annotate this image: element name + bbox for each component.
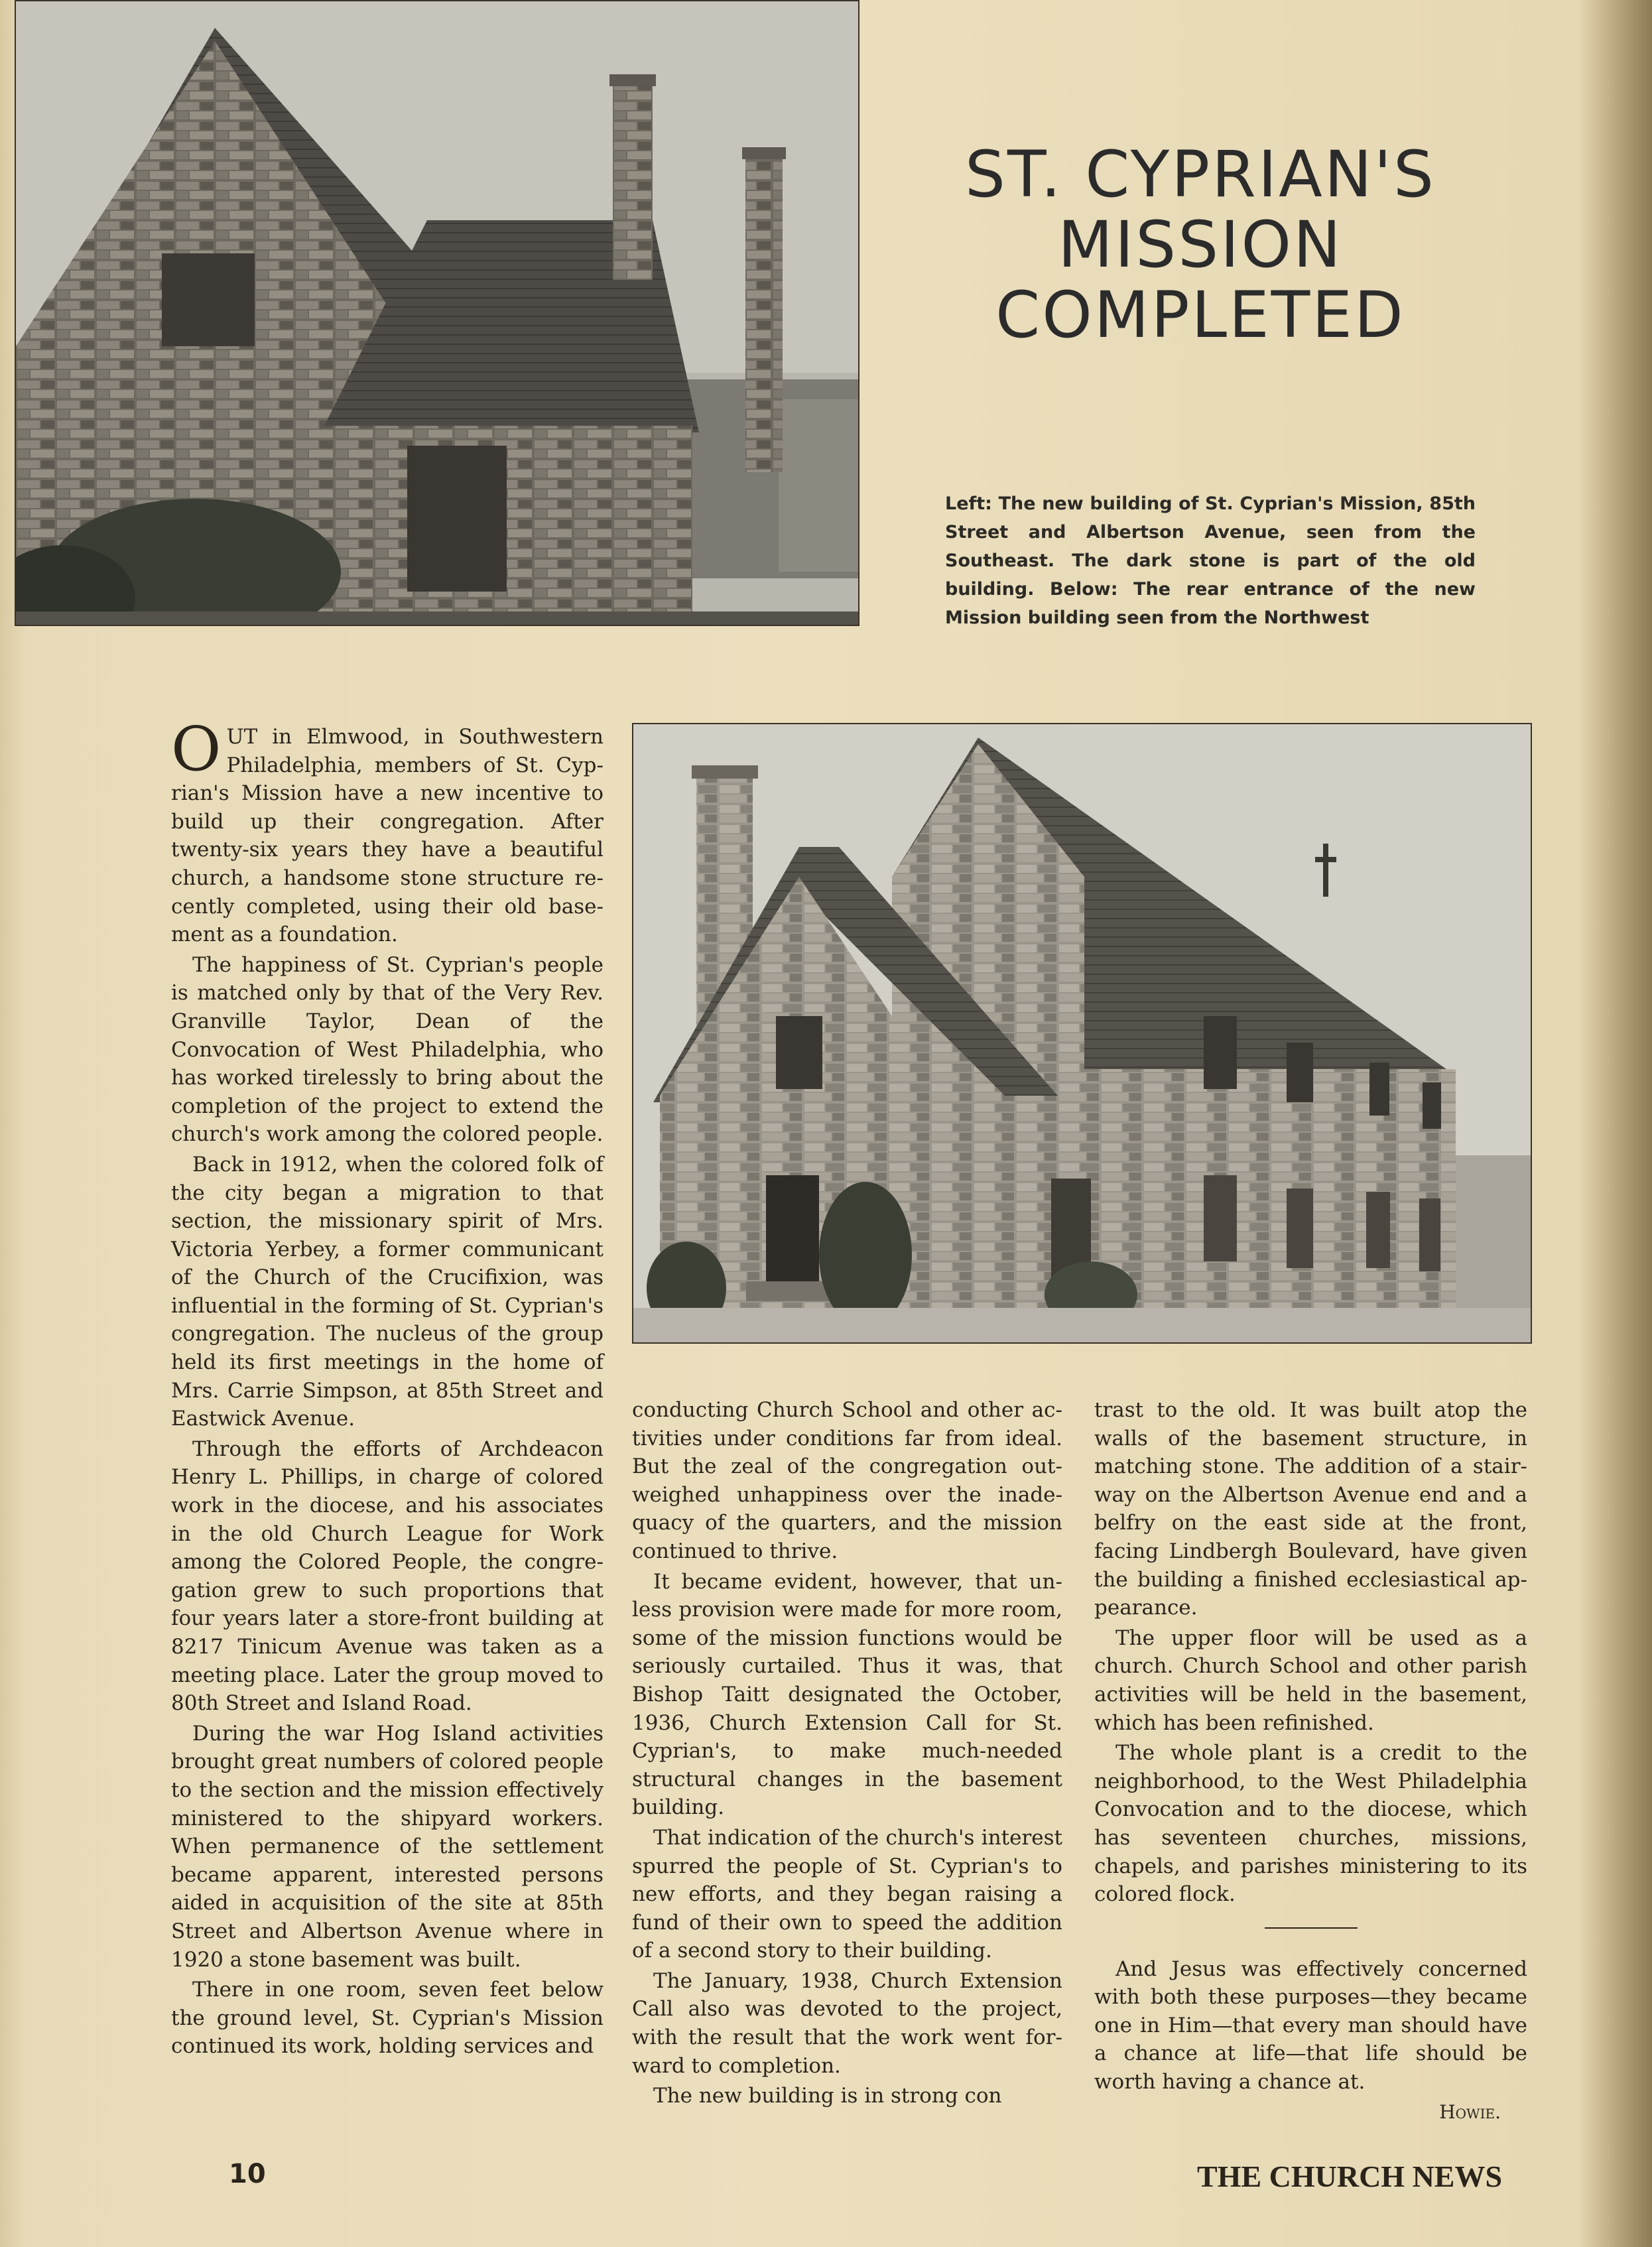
paragraph: trast to the old. It was built atop the walls of the basement structure, in matching stone. The addition of a stairway on the Albertson Avenue end and a belfry on the east side at the front, facing Lindbergh Boulevard, have given the building a finished ecclesiastical appearance.: [1094, 1398, 1527, 1620]
paragraph: The new building is in strong con: [653, 2084, 1002, 2108]
photo-church-southeast: [15, 0, 859, 626]
page-number: 10: [229, 2159, 266, 2189]
article-title: [882, 139, 1519, 350]
closing-paragraph: And Jesus was effectively concerned with both these purposes—they became one in Him—that every man should have a chance at life—that life should be worth having a chance at.: [1094, 1957, 1527, 2094]
title-line: ST. CYPRIAN'S: [965, 137, 1436, 212]
paragraph: The upper floor will be used as a church. Church School and other parish activities will be held in the basement, which has been refinished.: [1094, 1626, 1527, 1735]
paragraph: [171, 714, 604, 949]
paragraph: The January, 1938, Church Extension Call also was devoted to the project, with the result that the work went forward to completion.: [632, 1968, 1062, 2078]
paragraph: conducting Church School and other activities under conditions far from ideal. But the zeal of the congregation outweighed unhappiness over the inadequacy of the quarters, and the mission continued to thrive.: [632, 1398, 1062, 1563]
paragraph: The whole plant is a credit to the neighborhood, to the West Philadelphia Convocation and to the diocese, which has seventeen churches, missions, chapels, and parishes ministering to its colored flock.: [1094, 1741, 1527, 1907]
paragraph-text: UT in Elmwood, in Southwestern Philadelphia, members of St. Cyprian's Mission have a new incentive to build up their congregation. After twenty-six years they have a beautiful church, a handsome stone structure recently completed, using their old basement as a foundation.: [171, 725, 604, 947]
paragraph: That indication of the church's interest spurred the people of St. Cyprian's to new efforts, and they began raising a fund of their own to speed the addition of a second story to their building.: [632, 1825, 1062, 1963]
author-signature: Howie.: [1439, 2100, 1501, 2123]
article-column-1: [171, 714, 604, 2063]
paragraph: Back in 1912, when the colored folk of the city began a migration to that section, the missionary spirit of Mrs. Victoria Yerbey, a former communicant of the Church of the Crucifixion, was influential in the forming of St. Cyprian's congregation. The nucleus of the group held its first meetings in the home of Mrs. Carrie Simpson, at 85th Street and Eastwick Avenue.: [171, 1152, 604, 1431]
photo-church-northwest-image: [633, 724, 1531, 1342]
section-divider: [1265, 1927, 1358, 1929]
publication-name: THE CHURCH NEWS: [1197, 2159, 1503, 2193]
photo-church-northwest: [632, 723, 1532, 1344]
paragraph: There in one room, seven feet below the ground level, St. Cyprian's Mission continued its work, holding services and: [171, 1978, 604, 2059]
paragraph: The happiness of St. Cyprian's people is matched only by that of the Very Rev. Granville Taylor, Dean of the Convocation of West Philadelphia, who has worked tirelessly to bring about the completion of the project to extend the church's work among the colored people.: [171, 952, 604, 1147]
drop-cap: O: [171, 714, 222, 785]
photo-caption: Left: The new building of St. Cyprian's Mission, 85th Street and Albertson Avenue, seen from the Southeast. The dark stone is part of the old building. Below: The rear entrance of the new Mission building seen from the Northwest: [945, 493, 1476, 628]
article-column-2: [632, 1396, 1062, 2112]
title-line: COMPLETED: [995, 278, 1405, 352]
paragraph: It became evident, however, that unless provision were made for more room, some of the mission functions would be seriously curtailed. Thus it was, that Bishop Taitt designated the October, 1936, Church Extension Call for St. Cyprian's, to make much-needed structural changes in the basement building.: [632, 1569, 1062, 1820]
article-column-3: [1094, 1396, 1527, 2126]
title-line: MISSION: [1058, 208, 1343, 282]
photo-church-southeast-image: [16, 1, 858, 625]
paragraph: During the war Hog Island activities brought great numbers of colored people to the section and the mission effectively ministered to the shipyard workers. When permanence of the settlement became apparent, interested persons aided in acquisition of the site at 85th Street and Albertson Avenue where in 1920 a stone basement was built.: [171, 1721, 604, 1972]
paragraph: Through the efforts of Archdeacon Henry L. Phillips, in charge of colored work in the diocese, and his associates in the old Church League for Work among the Colored People, the congregation grew to such proportions that four years later a store-front building at 8217 Tinicum Avenue was taken as a meeting place. Later the group moved to 80th Street and Island Road.: [171, 1437, 604, 1716]
